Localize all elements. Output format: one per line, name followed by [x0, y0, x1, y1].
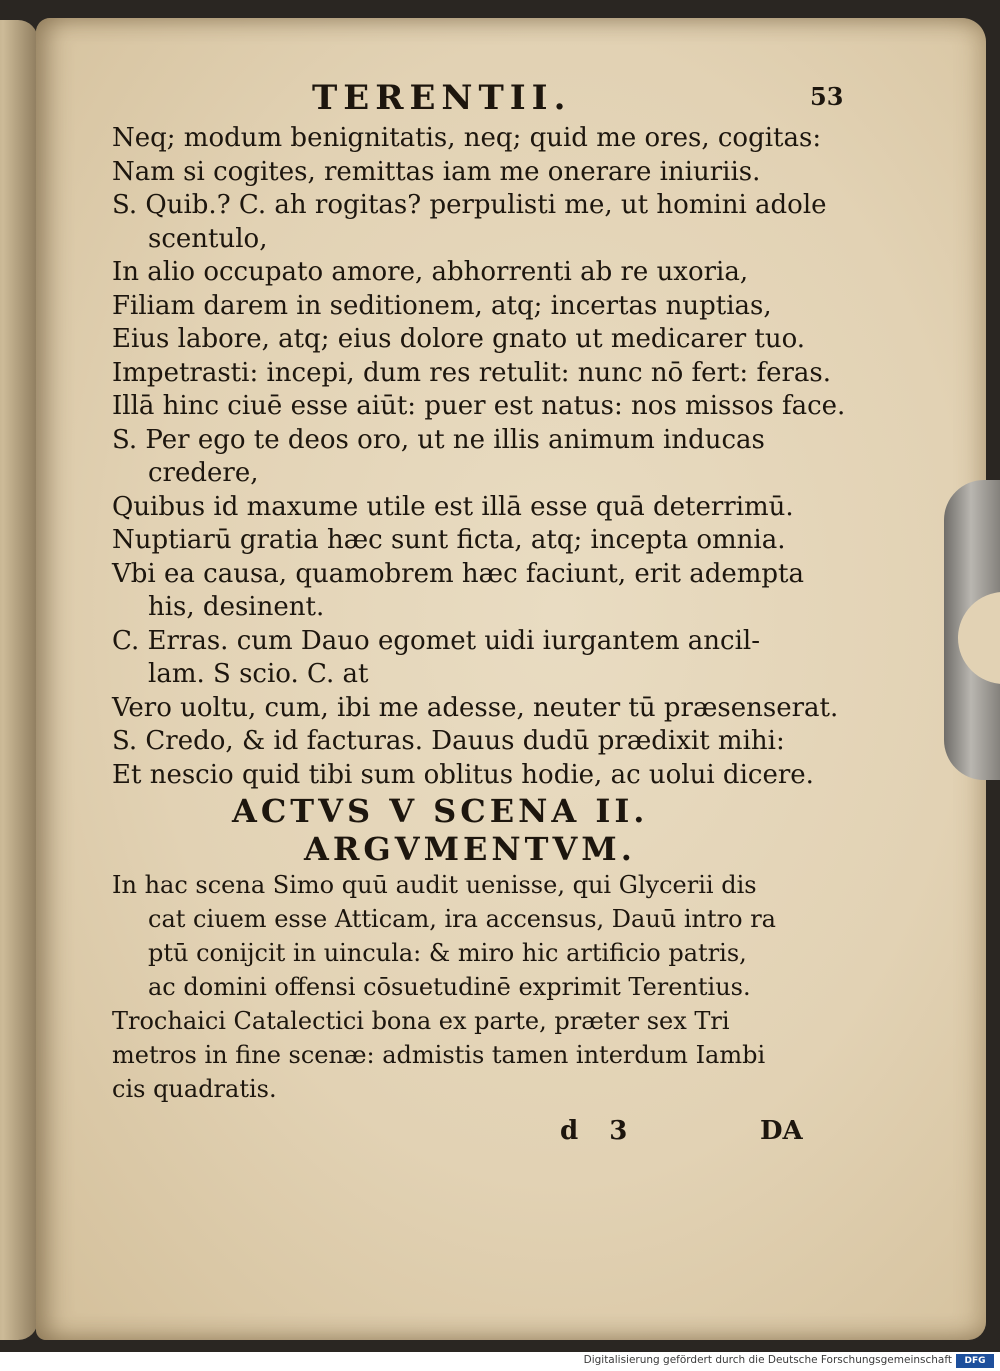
verse-line: Nam si cogites, remittas iam me onerare iniuriis. — [112, 156, 761, 187]
verse-line: Illā hinc ciuē esse aiūt: puer est natus: nos missos face. — [112, 391, 846, 421]
verse-line: Nuptiarū gratia hæc sunt ficta, atq; incepta omnia. — [112, 525, 786, 555]
verse-block — [112, 122, 852, 792]
signature-mark: d 3 — [560, 1116, 628, 1146]
left-page-edge — [0, 20, 38, 1340]
verse-line: Et nescio quid tibi sum oblitus hodie, ac uolui dicere. — [112, 759, 814, 790]
verse-line: Quibus id maxume utile est illā esse quā deterrimū. — [112, 491, 794, 522]
verse-line: Vbi ea causa, quamobrem hæc faciunt, erit adempta — [112, 558, 805, 589]
argument-block — [112, 868, 852, 1106]
credit-text: Digitalisierung gefördert durch die Deutsche Forschungsgemeinschaft — [583, 1354, 952, 1366]
verse-line: lam. S scio. C. at — [148, 659, 369, 689]
argument-line: metros in fine scenæ: admistis tamen interdum Iambi — [112, 1041, 766, 1069]
argument-line: ac domini offensi cōsuetudinē exprimit Terentius. — [148, 973, 751, 1001]
argument-line: In hac scena Simo quū audit uenisse, qui Glycerii dis — [112, 871, 757, 899]
verse-line: Filiam darem in seditionem, atq; incertas nuptias, — [112, 290, 772, 321]
verse-line: In alio occupato amore, abhorrenti ab re uxoria, — [112, 257, 749, 287]
argument-line: Trochaici Catalectici bona ex parte, præter sex Tri — [112, 1007, 730, 1035]
credit-bar — [0, 1352, 1000, 1371]
verse-line: his, desinent. — [148, 592, 325, 622]
verse-line: S. Quib.? C. ah rogitas? perpulisti me, ut homini adole — [112, 190, 827, 220]
page-text — [112, 78, 852, 1156]
act-heading: ACTVS V SCENA II. — [232, 792, 649, 830]
running-title: TERENTII. — [312, 78, 572, 118]
verse-line: S. Per ego te deos oro, ut ne illis animum inducas — [112, 424, 765, 455]
verse-line: C. Erras. cum Dauo egomet uidi iurgantem ancil- — [112, 625, 761, 656]
catchword: DA — [760, 1116, 803, 1146]
verse-line: S. Credo, & id facturas. Dauus dudū prædixit mihi: — [112, 726, 785, 756]
verse-line: Neq; modum benignitatis, neq; quid me ores, cogitas: — [112, 123, 822, 153]
verse-line: credere, — [148, 458, 259, 488]
argument-line: cat ciuem esse Atticam, ira accensus, Dauū intro ra — [148, 905, 776, 933]
verse-line: Vero uoltu, cum, ibi me adesse, neuter tū præsenserat. — [112, 692, 839, 723]
verse-line: Eius labore, atq; eius dolore gnato ut medicarer tuo. — [112, 324, 806, 354]
page-header — [112, 78, 852, 122]
verse-line: Impetrasti: incepi, dum res retulit: nunc nō fert: feras. — [112, 357, 831, 388]
argument-line: cis quadratis. — [112, 1075, 277, 1103]
argument-heading: ARGVMENTVM. — [304, 830, 636, 868]
folio-number: 53 — [810, 82, 844, 111]
page-footer — [112, 1112, 852, 1156]
argument-line: ptū conijcit in uincula: & miro hic artificio patris, — [148, 939, 747, 967]
verse-line: scentulo, — [148, 223, 268, 254]
dfg-logo: DFG — [956, 1354, 994, 1368]
